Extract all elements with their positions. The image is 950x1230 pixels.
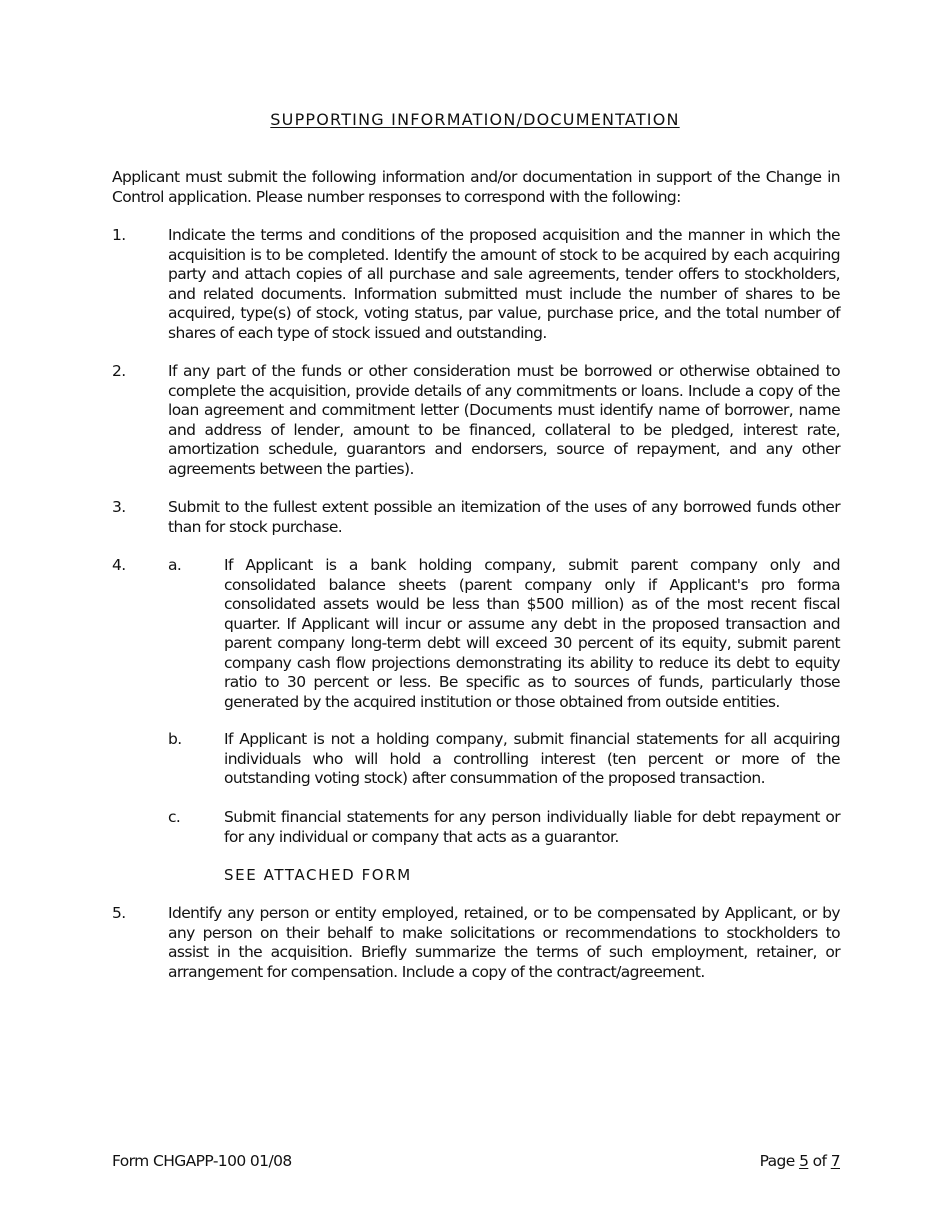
page-current: 5 bbox=[799, 1152, 809, 1170]
sub-item-text: If Applicant is not a holding company, submit financial statements for all acquiring individuals who will hold a controlling interest (ten percent or more of the outstanding voting stock) after consummation of the proposed transaction. bbox=[224, 730, 840, 787]
list-item-1 bbox=[112, 226, 840, 343]
sub-item-4b bbox=[168, 730, 840, 789]
page-number bbox=[760, 1152, 840, 1170]
sub-item-text: Submit financial statements for any person individually liable for debt repayment or for any individual or company that acts as a guarantor. bbox=[224, 808, 840, 846]
page-title: SUPPORTING INFORMATION/DOCUMENTATION bbox=[270, 110, 680, 129]
sub-item-letter: a. bbox=[168, 556, 182, 574]
page-label: Page bbox=[759, 1152, 795, 1170]
sub-item-letter: b. bbox=[168, 730, 182, 748]
list-item-5 bbox=[112, 904, 840, 982]
sub-item-4c bbox=[168, 808, 840, 847]
item-number: 5. bbox=[112, 904, 126, 922]
intro-paragraph: Applicant must submit the following information and/or documentation in support of the Change in Control application. Please number responses to correspond with the following: bbox=[112, 168, 840, 206]
see-attached-note: SEE ATTACHED FORM bbox=[224, 866, 412, 884]
item-text: If any part of the funds or other consideration must be borrowed or otherwise obtained to complete the acquisition, provide details of any commitments or loans. Include a copy of the loan agreement and commitment letter (Documents must identify name of borrower, name and address of lender, amount to be financed, collateral to be pledged, interest rate, amortization schedule, guarantors and endorsers, source of repayment, and any other agreements between the parties). bbox=[168, 362, 840, 478]
item-number: 2. bbox=[112, 362, 126, 380]
item-number: 3. bbox=[112, 498, 126, 516]
sub-item-letter: c. bbox=[168, 808, 181, 826]
item-number: 4. bbox=[112, 556, 126, 574]
sub-item-text: If Applicant is a bank holding company, submit parent company only and consolidated balance sheets (parent company only if Applicant's pro forma consolidated assets would be less than $500 million) as of the most recent fiscal quarter. If Applicant will incur or assume any debt in the proposed transaction and parent company long-term debt will exceed 30 percent of its equity, submit parent company cash flow projections demonstrating its ability to reduce its debt to equity ratio to 30 percent or less. Be specific as to sources of funds, particularly those generated by the acquired institution or those obtained from outside entities. bbox=[224, 556, 840, 711]
item-text: Submit to the fullest extent possible an itemization of the uses of any borrowed funds other than for stock purchase. bbox=[168, 498, 840, 536]
page-total: 7 bbox=[830, 1152, 840, 1170]
sub-item-4a bbox=[168, 556, 840, 712]
item-text: Identify any person or entity employed, retained, or to be compensated by Applicant, or by any person on their behalf to make solicitations or recommendations to stockholders to assist in the acquisition. Briefly summarize the terms of such employment, retainer, or arrangement for compensation. Include a copy of the contract/agreement. bbox=[168, 904, 840, 981]
list-item-3 bbox=[112, 498, 840, 537]
list-item-2 bbox=[112, 362, 840, 479]
item-number: 1. bbox=[112, 226, 126, 244]
item-text: Indicate the terms and conditions of the proposed acquisition and the manner in which the acquisition is to be completed. Identify the amount of stock to be acquired by each acquiring party and attach copies of all purchase and sale agreements, tender offers to stockholders, and related documents. Information submitted must include the number of shares to be acquired, type(s) of stock, voting status, par value, purchase price, and the total number of shares of each type of stock issued and outstanding. bbox=[168, 226, 840, 342]
form-id: Form CHGAPP-100 01/08 bbox=[112, 1152, 292, 1170]
page-of: of bbox=[812, 1152, 827, 1170]
